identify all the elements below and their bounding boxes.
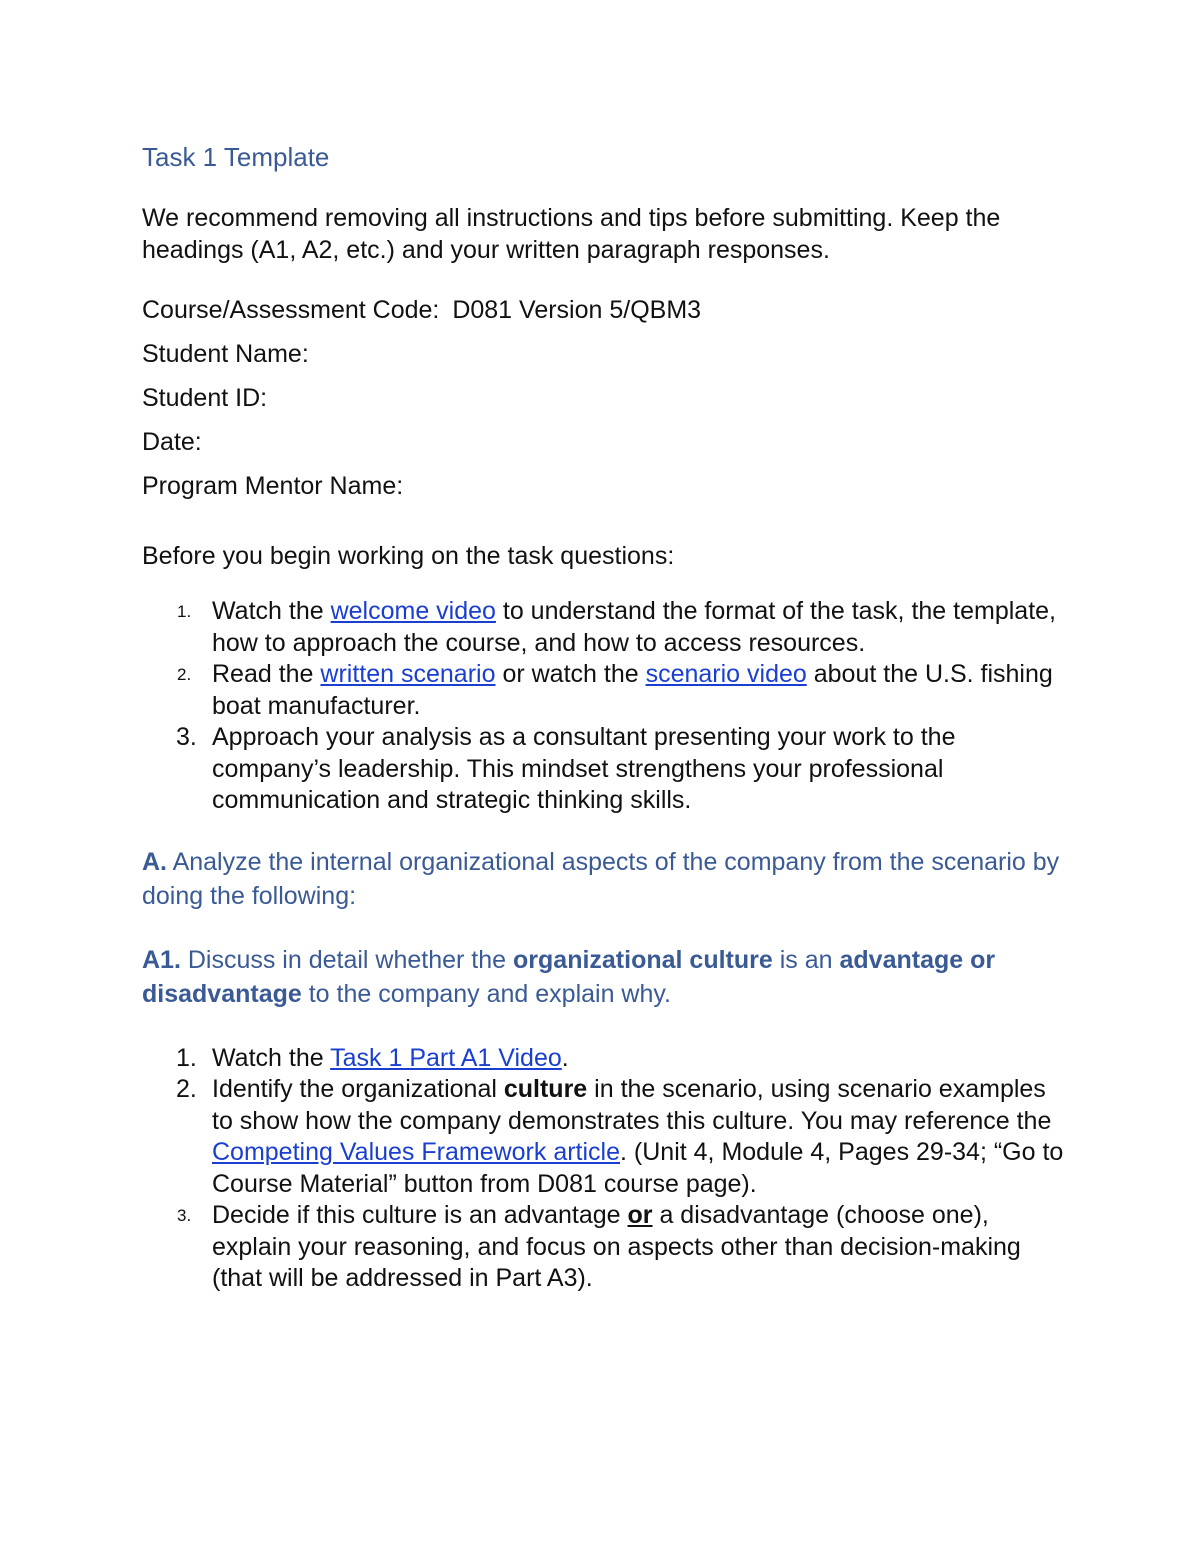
list-number: 1. <box>177 602 192 621</box>
student-id-label: Student ID: <box>142 384 268 412</box>
list-item: 2. Read the written scenario or watch the scenario video about the U.S. fishing boat manufacturer. <box>177 660 1053 720</box>
course-code-label: Course/Assessment Code: <box>142 296 440 324</box>
section-a-label: A. <box>142 847 167 876</box>
mentor-label: Program Mentor Name: <box>142 472 404 500</box>
document-title: Task 1 Template <box>142 142 330 172</box>
before-steps-list <box>142 596 1072 817</box>
list-item: 2. Identify the organizational culture in the scenario, using scenario examples to show how the company demonstrates this culture. You may reference the Competing Values Framework article. (Unit 4, Module 4, Pages 29-34; “Go to Course Material” button from D081 course page). <box>176 1075 1064 1198</box>
list-number: 2. <box>176 1075 197 1103</box>
section-a1-label: A1. <box>142 945 181 974</box>
course-code-field <box>142 294 1072 326</box>
written-scenario-link[interactable]: written scenario <box>320 660 496 688</box>
a1-steps-list <box>142 1043 1072 1295</box>
welcome-video-link[interactable]: welcome video <box>330 597 496 625</box>
list-item: 3. Decide if this culture is an advantage or a disadvantage (choose one), explain your reasoning, and focus on aspects other than decision-making (that will be addressed in Part A3). <box>177 1201 1021 1292</box>
list-number: 1. <box>176 1043 197 1072</box>
course-code-value: D081 Version 5/QBM3 <box>452 296 702 324</box>
document-page <box>142 138 1072 1323</box>
before-intro: Before you begin working on the task questions: <box>142 542 675 570</box>
scenario-video-link[interactable]: scenario video <box>645 660 807 688</box>
list-number: 2. <box>177 665 192 684</box>
section-a1-heading: A1. Discuss in detail whether the organizational culture is an advantage or disadvantage to the company and explain why. <box>142 945 996 1008</box>
competing-values-framework-link[interactable]: Competing Values Framework article <box>212 1138 621 1166</box>
list-item: 1. Watch the Task 1 Part A1 Video. <box>142 1043 1072 1075</box>
section-a-heading: A. Analyze the internal organizational aspects of the company from the scenario by doing the following: <box>142 847 1060 910</box>
list-item: 1. Watch the welcome video to understand the format of the task, the template, how to approach the course, and how to access resources. <box>177 597 1056 657</box>
list-number: 3. <box>177 1206 192 1225</box>
list-item: 3. Approach your analysis as a consultant presenting your work to the company’s leadership. This mindset strengthens your professional communication and strategic thinking skills. <box>176 723 956 814</box>
intro-paragraph: We recommend removing all instructions and tips before submitting. Keep the headings (A1, A2, etc.) and your written paragraph responses. <box>142 204 1001 264</box>
date-label: Date: <box>142 428 202 456</box>
list-number: 3. <box>176 723 197 751</box>
student-name-label: Student Name: <box>142 340 309 368</box>
student-id-field <box>142 382 1072 414</box>
student-name-field <box>142 338 1072 370</box>
mentor-field <box>142 470 1072 502</box>
date-field <box>142 426 1072 458</box>
task1-part-a1-video-link[interactable]: Task 1 Part A1 Video <box>330 1043 562 1072</box>
